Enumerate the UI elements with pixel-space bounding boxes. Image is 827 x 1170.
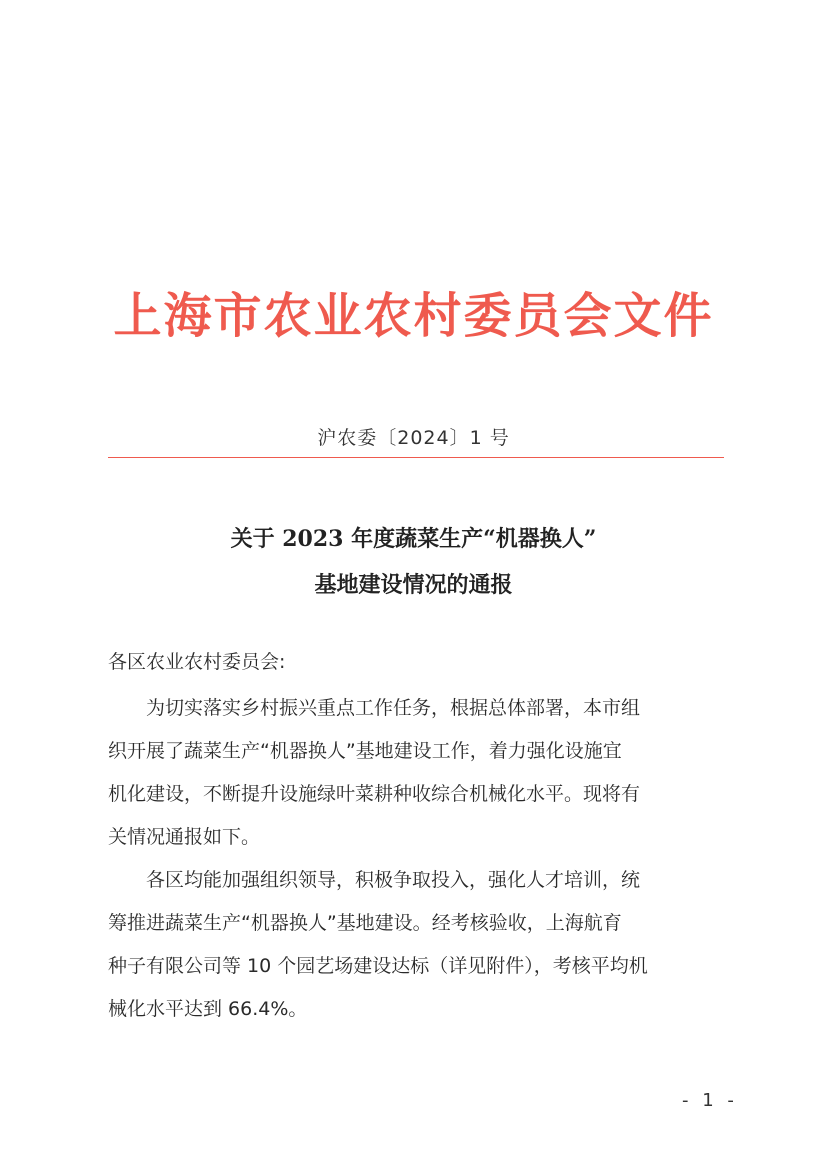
document-title-line-2: 基地建设情况的通报 <box>314 572 513 598</box>
paragraph-2-line-3: 种子有限公司等 10 个园艺场建设达标（详见附件），考核平均机 <box>108 955 648 977</box>
issuer-header-title: 上海市农业农村委员会文件 <box>113 288 714 344</box>
red-divider-line <box>108 457 724 458</box>
paragraph-1-line-1: 为切实落实乡村振兴重点工作任务，根据总体部署，本市组 <box>146 697 641 719</box>
paragraph-2-line-2: 筹推进蔬菜生产“机器换人”基地建设。经考核验收，上海航育 <box>108 912 622 934</box>
paragraph-2-line-4: 械化水平达到 66.4%。 <box>108 998 308 1020</box>
paragraph-2-line-1: 各区均能加强组织领导，积极争取投入，强化人才培训，统 <box>146 869 641 891</box>
paragraph-1-line-4: 关情况通报如下。 <box>108 826 261 848</box>
document-number: 沪农委〔2024〕1 号 <box>317 427 510 449</box>
document-title-line-1: 关于 2023 年度蔬菜生产“机器换人” <box>230 526 597 552</box>
paragraph-1-line-2: 织开展了蔬菜生产“机器换人”基地建设工作，着力强化设施宜 <box>108 740 622 762</box>
page-number: - 1 - <box>682 1090 738 1111</box>
paragraph-1-line-3: 机化建设，不断提升设施绿叶菜耕种收综合机械化水平。现将有 <box>108 783 641 805</box>
salutation: 各区农业农村委员会: <box>108 651 286 673</box>
